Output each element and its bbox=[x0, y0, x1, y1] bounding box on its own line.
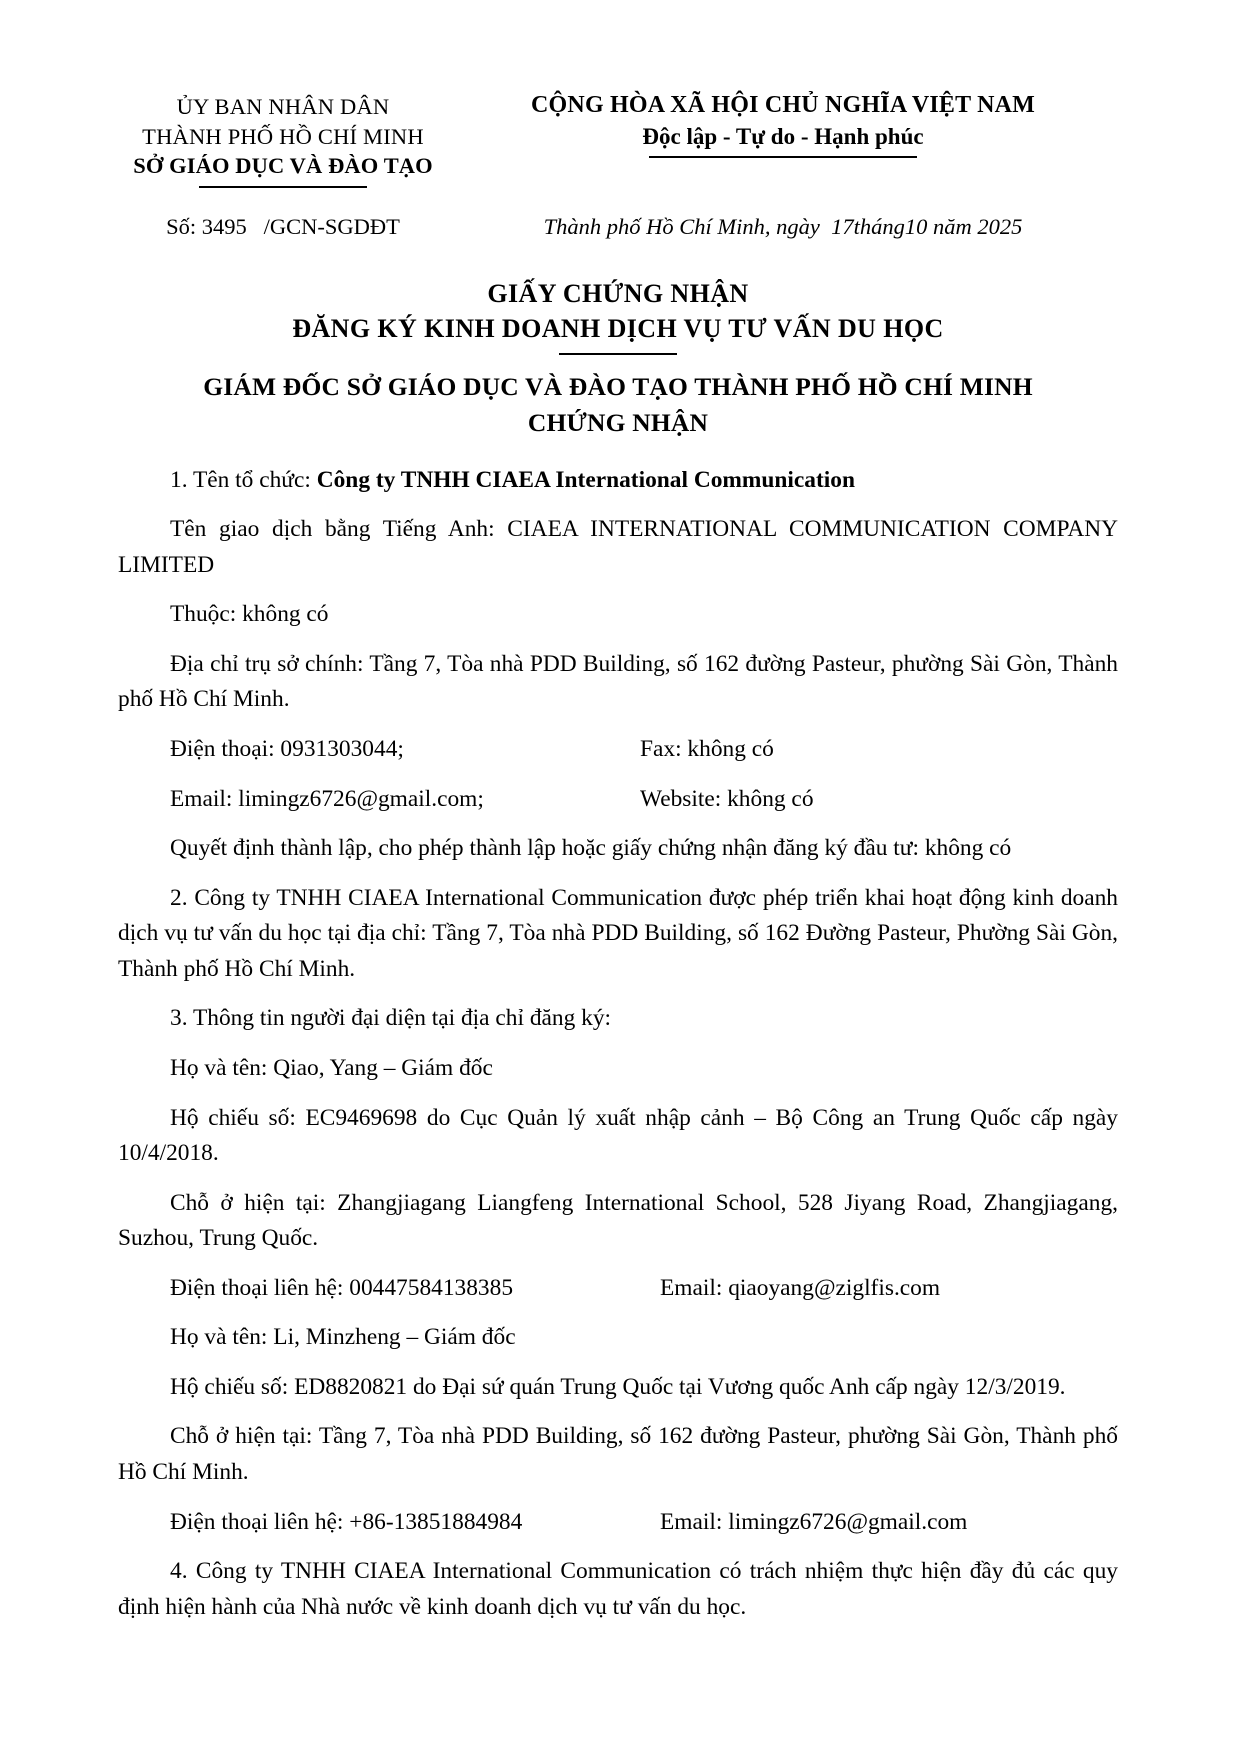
rep2-passport: Hộ chiếu số: ED8820821 do Đại sứ quán Trung Quốc tại Vương quốc Anh cấp ngày 12/3/2019. bbox=[170, 1373, 1066, 1400]
authority-line-3: SỞ GIÁO DỤC VÀ ĐÀO TẠO bbox=[133, 153, 433, 179]
item1-label: 1. Tên tổ chức: bbox=[170, 466, 317, 493]
place-and-date bbox=[448, 214, 1118, 240]
document-number-suffix: /GCN-SGDĐT bbox=[263, 214, 400, 240]
rep1-passport: Hộ chiếu số: EC9469698 do Cục Quản lý xuất nhập cảnh – Bộ Công an Trung Quốc cấp ngày 10/4/2018. bbox=[118, 1104, 1118, 1167]
issue-date: 17tháng10 năm 2025 bbox=[831, 214, 1023, 240]
fax-value: Fax: không có bbox=[640, 736, 774, 762]
certificate-title: GIẤY CHỨNG NHẬN bbox=[487, 279, 749, 309]
phone-value: Điện thoại: 0931303044; bbox=[170, 736, 404, 762]
organization-name: Công ty TNHH CIAEA International Communication bbox=[316, 466, 855, 493]
place-date-prefix: Thành phố Hồ Chí Minh, ngày bbox=[543, 214, 820, 240]
paragraph-organization-name bbox=[118, 463, 1118, 499]
paragraph-item-4: 4. Công ty TNHH CIAEA International Communication có trách nhiệm thực hiện đầy đủ các quy định hiện hành của Nhà nước về kinh doanh dịch vụ tư vấn du học. bbox=[118, 1558, 1118, 1620]
rep1-email: Email: qiaoyang@ziglfis.com bbox=[660, 1274, 941, 1301]
authority-line-2: THÀNH PHỐ HỒ CHÍ MINH bbox=[142, 123, 424, 149]
authority-underline bbox=[199, 186, 367, 188]
paragraph-establishment-decision: Quyết định thành lập, cho phép thành lập hoặc giấy chứng nhận đăng ký đầu tư: không có bbox=[170, 835, 1012, 862]
rep2-phone: Điện thoại liên hệ: +86-13851884984 bbox=[170, 1508, 523, 1535]
document-number-value: Số: 3495 bbox=[166, 214, 247, 240]
document-meta-row bbox=[118, 214, 1118, 240]
paragraph-item-3: 3. Thông tin người đại diện tại địa chỉ đăng ký: bbox=[170, 1005, 612, 1032]
paragraph-english-name: Tên giao dịch bằng Tiếng Anh: CIAEA INTERNATIONAL COMMUNICATION COMPANY LIMITED bbox=[118, 516, 1118, 578]
certificate-subtitle: ĐĂNG KÝ KINH DOANH DỊCH VỤ TƯ VẤN DU HỌC bbox=[292, 314, 944, 344]
document-number bbox=[118, 214, 448, 240]
national-motto-underline bbox=[649, 156, 917, 158]
title-underline bbox=[559, 353, 677, 355]
rep2-email: Email: limingz6726@gmail.com bbox=[660, 1508, 968, 1535]
national-motto: Độc lập - Tự do - Hạnh phúc bbox=[642, 124, 924, 150]
paragraph-head-office: Địa chỉ trụ sở chính: Tầng 7, Tòa nhà PDD Building, số 162 đường Pasteur, phường Sài Gòn, Thành phố Hồ Chí Minh. bbox=[118, 650, 1118, 713]
document-header bbox=[118, 88, 1118, 188]
rep2-name: Họ và tên: Li, Minzheng – Giám đốc bbox=[170, 1324, 516, 1351]
authority-line-1: ỦY BAN NHÂN DÂN bbox=[176, 94, 390, 119]
certify-word: CHỨNG NHẬN bbox=[527, 407, 709, 437]
rep1-name: Họ và tên: Qiao, Yang – Giám đốc bbox=[170, 1054, 493, 1081]
document-body bbox=[118, 463, 1118, 1626]
rep2-contact-row bbox=[118, 1505, 1118, 1541]
email-value: Email: limingz6726@gmail.com; bbox=[170, 785, 484, 812]
rep1-contact-row bbox=[118, 1271, 1118, 1307]
rep1-phone: Điện thoại liên hệ: 00447584138385 bbox=[170, 1274, 514, 1301]
issuer-statement: GIÁM ĐỐC SỞ GIÁO DỤC VÀ ĐÀO TẠO THÀNH PHỐ HỒ CHÍ MINH bbox=[203, 372, 1033, 402]
paragraph-item-2: 2. Công ty TNHH CIAEA International Communication được phép triển khai hoạt động kinh doanh dịch vụ tư vấn du học tại địa chỉ: Tầng 7, Tòa nhà PDD Building, số 162 Đường Pasteur, Phường Sài Gòn, Thành phố Hồ Chí Minh. bbox=[118, 884, 1118, 982]
rep1-address: Chỗ ở hiện tại: Zhangjiagang Liangfeng International School, 528 Jiyang Road, Zhangjiagang, Suzhou, Trung Quốc. bbox=[118, 1189, 1118, 1252]
issuing-authority-block bbox=[118, 88, 448, 188]
paragraph-affiliation: Thuộc: không có bbox=[170, 601, 329, 628]
rep2-address: Chỗ ở hiện tại: Tầng 7, Tòa nhà PDD Building, số 162 đường Pasteur, phường Sài Gòn, Thành phố Hồ Chí Minh. bbox=[118, 1423, 1118, 1485]
certificate-title-block bbox=[118, 276, 1118, 441]
row-phone-fax bbox=[118, 732, 1118, 768]
national-title: CỘNG HÒA XÃ HỘI CHỦ NGHĨA VIỆT NAM bbox=[531, 92, 1035, 118]
national-heading-block bbox=[448, 88, 1118, 158]
website-value: Website: không có bbox=[640, 785, 814, 812]
row-email-website bbox=[118, 782, 1118, 818]
